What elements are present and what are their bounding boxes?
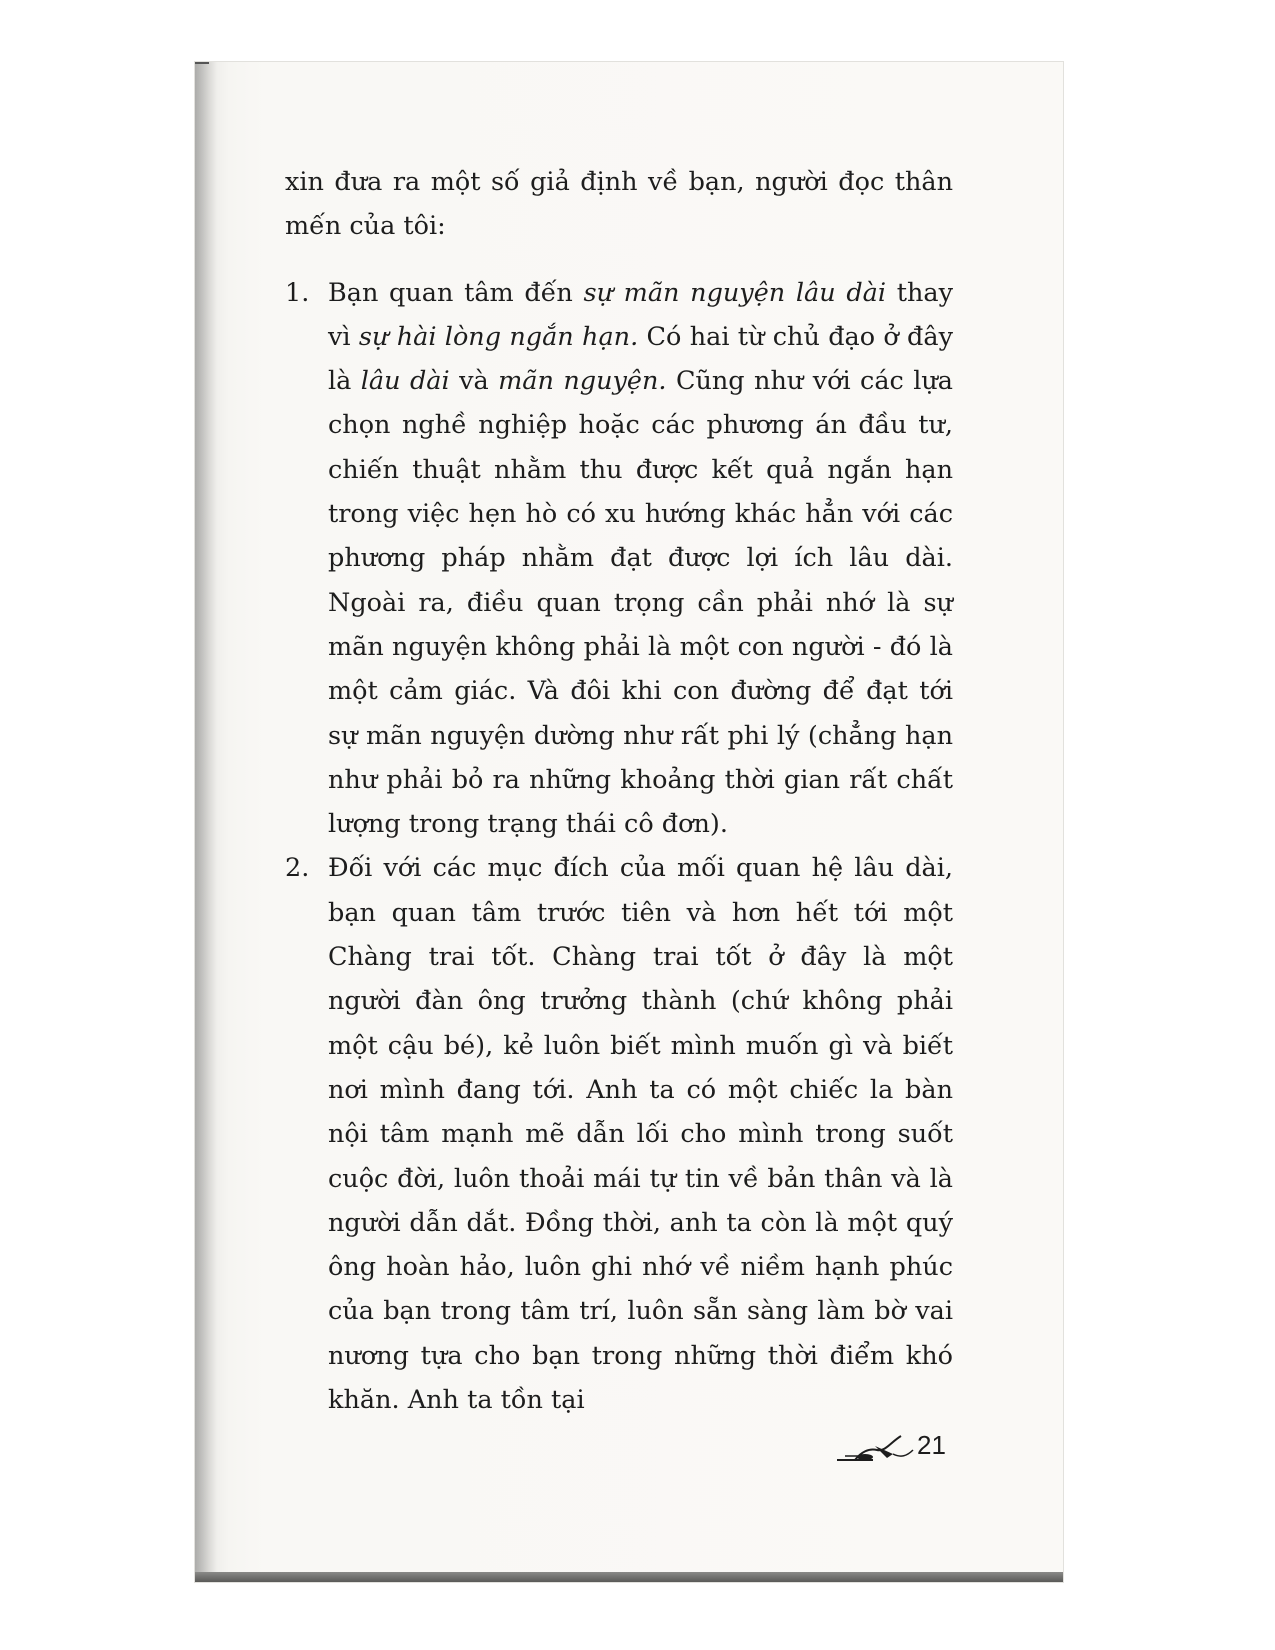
list-item (285, 846, 953, 1422)
text-run: và (449, 366, 499, 397)
item-number: 2. (285, 853, 310, 884)
item-text (328, 853, 953, 1415)
item-number: 1. (285, 277, 310, 308)
italic-phrase: mãn nguyện. (498, 366, 667, 397)
page-body (285, 160, 953, 1422)
intro-paragraph: xin đưa ra một số giả định về bạn, người đọc thân mến của tôi: (285, 167, 953, 242)
page-footer (835, 1428, 955, 1468)
text-run: Đối với các mục đích của mối quan hệ lâu dài, bạn quan tâm trước tiên và hơn hết tới một Chàng trai tốt. Chàng trai tốt ở đây là một người đàn ông trưởng thành (chứ không phải một cậu bé), kẻ luôn biết mình muốn gì và biết nơi mình đang tới. Anh ta có một chiếc la bàn nội tâm mạnh mẽ dẫn lối cho mình trong suốt cuộc đời, luôn thoải mái tự tin về bản thân và là người dẫn dắt. Đồng thời, anh ta còn là một quý ông hoàn hảo, luôn ghi nhớ về niềm hạnh phúc của bạn trong tâm trí, luôn sẵn sàng làm bờ vai nương tựa cho bạn trong những thời điểm khó khăn. Anh ta tồn tại (328, 853, 953, 1416)
italic-phrase: lâu dài (360, 366, 450, 397)
italic-phrase: sự mãn nguyện lâu dài (583, 277, 887, 308)
list-item (285, 271, 953, 847)
italic-phrase: sự hài lòng ngắn hạn. (358, 321, 639, 352)
pen-ornament-icon (835, 1430, 915, 1464)
text-run: Có hai từ chủ đạo ở đây là (328, 321, 953, 397)
spine-shadow (195, 62, 217, 1582)
text-run: Bạn quan tâm đến (328, 277, 584, 308)
page-number: 21 (917, 1430, 946, 1460)
assumption-list (285, 271, 953, 1423)
text-run: thay vì (328, 277, 953, 352)
text-run: Cũng như với các lựa chọn nghề nghiệp hoặc các phương án đầu tư, chiến thuật nhằm thu được kết quả ngắn hạn trong việc hẹn hò có xu hướng khác hẳn với các phương pháp nhằm đạt được lợi ích lâu dài. Ngoài ra, điều quan trọng cần phải nhớ là sự mãn nguyện không phải là một con người - đó là một cảm giác. Và đôi khi con đường để đạt tới sự mãn nguyện dường như rất phi lý (chẳng hạn như phải bỏ ra những khoảng thời gian rất chất lượng trong trạng thái cô đơn). (328, 366, 954, 840)
corner-mark (195, 62, 209, 64)
item-text (328, 278, 953, 840)
page-bottom-edge (195, 1572, 1063, 1582)
